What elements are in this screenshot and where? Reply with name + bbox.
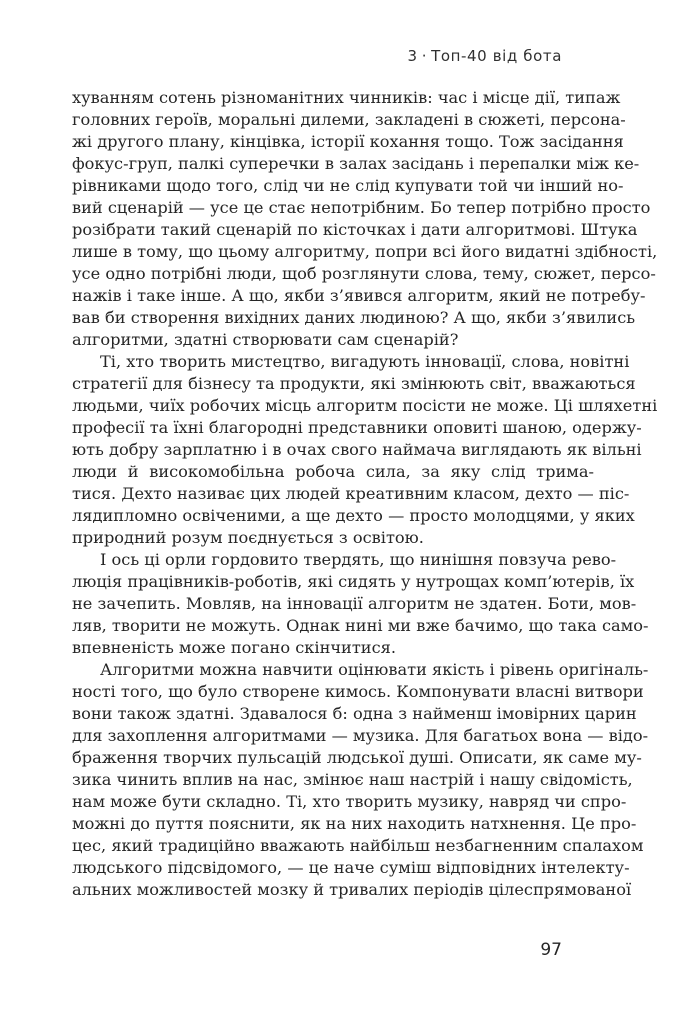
text-line: браження творчих пульсацій людської душі. Описати, як саме му- xyxy=(72,748,642,767)
header-separator: · xyxy=(421,47,428,65)
text-line: для захоплення алгоритмами — музика. Для багатьох вона — відо- xyxy=(72,726,649,745)
page-number: 97 xyxy=(540,940,562,960)
text-line: альних можливостей мозку й тривалих періодів цілеспрямованої xyxy=(72,880,632,899)
text-line: І ось ці орли гордовито твердять, що нинішня повзуча рево- xyxy=(100,550,617,569)
text-line: вони також здатні. Здавалося б: одна з найменш імовірних царин xyxy=(72,704,637,723)
chapter-number: 3 xyxy=(407,47,418,65)
text-line: цес, який традиційно вважають найбільш незбагненним спалахом xyxy=(72,836,644,855)
text-line: нажів і таке інше. А що, якби з’явився алгоритм, який не потребу- xyxy=(72,286,646,305)
text-line: ляв, творити не можуть. Однак нині ми вже бачимо, що така само- xyxy=(72,616,649,635)
text-line: впевненість може погано скінчитися. xyxy=(72,638,397,657)
text-line: нам може бути складно. Ті, хто творить музику, навряд чи спро- xyxy=(72,792,627,811)
text-line: головних героїв, моральні дилеми, закладені в сюжеті, персона- xyxy=(72,110,626,129)
text-line: розібрати такий сценарій по кісточках і дати алгоритмові. Штука xyxy=(72,220,638,239)
text-line: ють добру зарплатню і в очах свого наймача виглядають як вільні xyxy=(72,440,642,459)
text-line: усе одно потрібні люди, щоб розглянути слова, тему, сюжет, персо- xyxy=(72,264,656,283)
text-line: алгоритми, здатні створювати сам сценарій? xyxy=(72,330,459,349)
text-line: вав би створення вихідних даних людиною? А що, якби з’явились xyxy=(72,308,636,327)
text-line: природний розум поєднується з освітою. xyxy=(72,528,424,547)
text-line: рівниками щодо того, слід чи не слід купувати той чи інший но- xyxy=(72,176,624,195)
text-line: професії та їхні благородні представники оповиті шаною, одержу- xyxy=(72,418,642,437)
text-line: лядипломно освіченими, а ще дехто — просто молодцями, у яких xyxy=(72,506,635,525)
text-line: людьми, чиїх робочих місць алгоритм посісти не може. Ці шляхетні xyxy=(72,396,658,415)
body-text xyxy=(72,87,658,901)
text-line: лише в тому, що цьому алгоритму, попри всі його видатні здібності, xyxy=(72,242,658,261)
text-line: не зачепить. Мовляв, на інновації алгоритм не здатен. Боти, мов- xyxy=(72,594,637,613)
text-line: людського підсвідомого, — це наче суміш відповідних інтелекту- xyxy=(72,858,630,877)
text-line: жі другого плану, кінцівка, історії кохання тощо. Тож засідання xyxy=(72,132,624,151)
text-line: Алгоритми можна навчити оцінювати якість і рівень оригіналь- xyxy=(100,660,649,679)
paragraph xyxy=(72,87,658,351)
paragraph xyxy=(72,549,649,659)
text-line: люди й високомобільна робоча сила, за яку слід трима- xyxy=(72,462,594,481)
text-line: можні до пуття пояснити, як на них находить натхнення. Це про- xyxy=(72,814,637,833)
text-line: зика чинить вплив на нас, змінює наш настрій і нашу свідомість, xyxy=(72,770,633,789)
text-line: стратегії для бізнесу та продукти, які змінюють світ, вважаються xyxy=(72,374,636,393)
text-line: фокус-груп, палкі суперечки в залах засідань і перепалки між ке- xyxy=(72,154,640,173)
text-line: тися. Дехто називає цих людей креативним класом, дехто — піс- xyxy=(72,484,630,503)
text-line: вий сценарій — усе це стає непотрібним. Бо тепер потрібно просто xyxy=(72,198,651,217)
paragraph xyxy=(72,351,658,549)
chapter-title: Топ-40 від бота xyxy=(431,47,562,65)
running-head xyxy=(408,47,562,65)
paragraph xyxy=(72,659,649,901)
text-line: ності того, що було створене кимось. Компонувати власні витвори xyxy=(72,682,644,701)
text-line: люція працівників-роботів, які сидять у нутрощах комп’ютерів, їх xyxy=(72,572,635,591)
text-line: Ті, хто творить мистецтво, вигадують інновації, слова, новітні xyxy=(100,352,630,371)
text-line: хуванням сотень різноманітних чинників: час і місце дії, типаж xyxy=(72,88,621,107)
